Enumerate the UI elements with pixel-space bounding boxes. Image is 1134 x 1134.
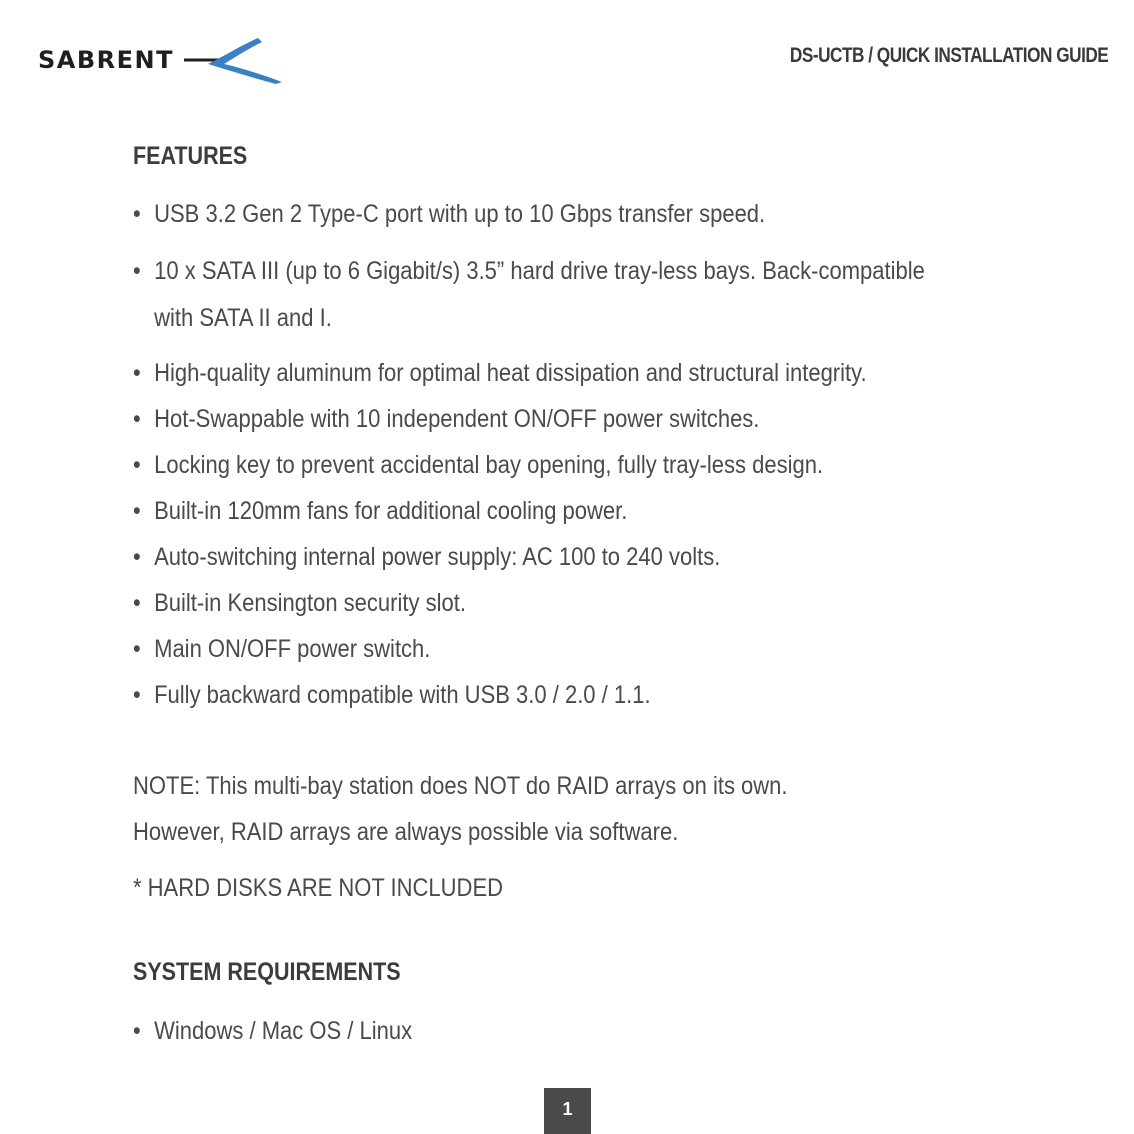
list-item: • Windows / Mac OS / Linux <box>133 1017 413 1045</box>
note-line-1: NOTE: This multi-bay station does NOT do RAID arrays on its own. <box>133 772 788 800</box>
list-item: • 10 x SATA III (up to 6 Gigabit/s) 3.5” hard drive tray-less bays. Back-compatible with SATA II and I. <box>133 257 925 332</box>
note-line-2: However, RAID arrays are always possible via software. <box>133 818 679 846</box>
list-item: • Hot-Swappable with 10 independent ON/OFF power switches. <box>133 405 760 433</box>
bullet-icon: • <box>133 451 141 479</box>
document-title: DS-UCTB / QUICK INSTALLATION GUIDE <box>789 44 1108 67</box>
list-item: • Main ON/OFF power switch. <box>133 635 431 663</box>
page-number-badge: 1 <box>544 1088 591 1134</box>
bullet-icon: • <box>133 1017 141 1045</box>
bullet-icon: • <box>133 635 141 663</box>
bullet-icon: • <box>133 405 141 433</box>
disclaimer: * HARD DISKS ARE NOT INCLUDED <box>133 874 504 902</box>
list-item: • High-quality aluminum for optimal heat dissipation and structural integrity. <box>133 359 867 387</box>
bullet-icon: • <box>133 200 141 228</box>
bullet-icon: • <box>133 681 141 709</box>
bullet-icon: • <box>133 589 141 617</box>
list-item: • Built-in Kensington security slot. <box>133 589 466 617</box>
features-heading: FEATURES <box>133 142 248 170</box>
system-requirements-heading: SYSTEM REQUIREMENTS <box>133 958 401 986</box>
list-item: • USB 3.2 Gen 2 Type-C port with up to 10 Gbps transfer speed. <box>133 200 766 228</box>
list-item: • Fully backward compatible with USB 3.0 / 2.0 / 1.1. <box>133 681 651 709</box>
bullet-icon: • <box>133 543 141 571</box>
logo-wordmark: SABRENT <box>38 46 174 74</box>
logo-swoosh-icon <box>178 36 288 86</box>
list-item: • Locking key to prevent accidental bay opening, fully tray-less design. <box>133 451 824 479</box>
list-item: • Built-in 120mm fans for additional cooling power. <box>133 497 628 525</box>
bullet-icon: • <box>133 359 141 387</box>
list-item: • Auto-switching internal power supply: AC 100 to 240 volts. <box>133 543 721 571</box>
bullet-icon: • <box>133 497 141 525</box>
sabrent-logo <box>38 36 248 86</box>
bullet-icon: • <box>133 257 141 285</box>
